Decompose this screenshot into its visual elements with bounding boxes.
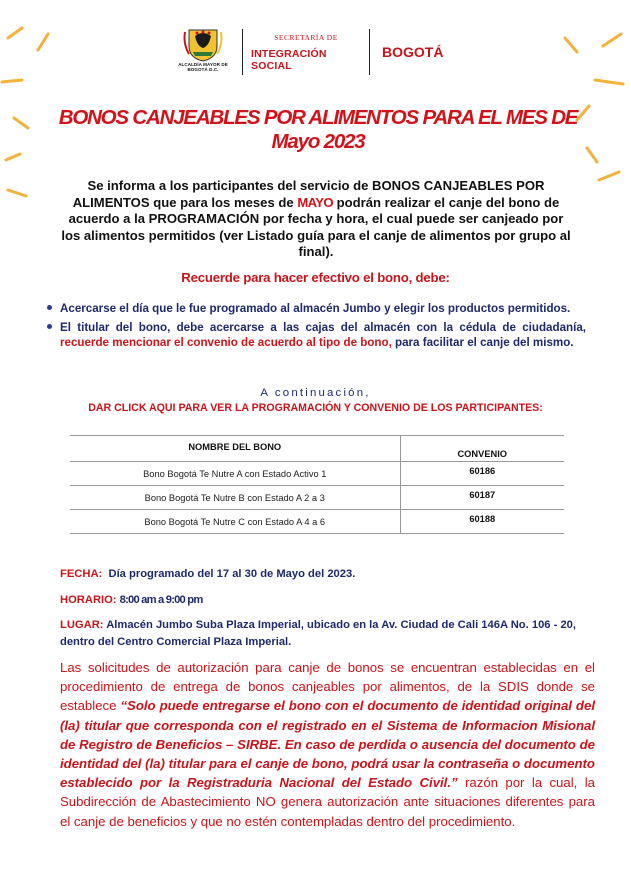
table-row [70,462,564,486]
horario-line [60,594,202,606]
intro-text-1: Se informa a los participantes del servicio de BONOS CANJEABLES POR ALIMENTOS que para los meses de [72,178,545,210]
bullet-text-1: Acercarse el día que le fue programado al almacén Jumbo y elegir los productos permitidos. [60,302,571,315]
bogota-wordmark: BOGOTÁ [382,44,444,60]
header-divider-2 [369,29,370,75]
cell-bono-name: Bono Bogotá Te Nutre C con Estado A 4 a 6 [70,510,400,534]
bullet-icon [47,305,52,310]
header-divider [242,29,243,75]
table-row [70,486,564,510]
requirements-list [44,301,586,355]
lugar-label: LUGAR: [60,619,104,631]
bogota-crest-icon [183,26,223,62]
table-header-row [70,436,564,462]
bullet-text-2b: para facilitar el canje del mismo. [391,336,574,350]
intro-text-2: podrán realizar el canje del bono de acuerdo a la PROGRAMACIÓN por fecha y hora, el cual puede ser canjeado por los alimentos permitidos (ver Listado guía para el canje de alimentos por grupo al final). [61,194,571,260]
secretaria-line2: INTEGRACIÓN SOCIAL [251,47,327,72]
policy-quote: “Solo puede entregarse el bono con el documento de identidad original del (la) titular que corresponda con el registrado en el Sistema de Informacion Misional de Registro de Beneficios – SIRBE. En caso de perdida o ausencia del documento de identidad del (la) titular para el canje de bono, podrá usar la contraseña o documento establecido por la Registraduria Nacional del Estado Civil.” [60,698,595,791]
sparkle-decoration-mid-left [0,150,60,210]
fecha-value: Día programado del 17 al 30 de Mayo del 2023. [108,568,356,580]
cell-convenio: 60188 [400,510,564,534]
secretaria-logo [251,33,361,72]
cell-convenio: 60186 [400,462,564,486]
programacion-link[interactable]: DAR CLICK AQUI PARA VER LA PROGRAMACIÓN Y CONVENIO DE LOS PARTICIPANTES: [88,402,543,414]
column-header-nombre: NOMBRE DEL BONO [70,436,400,462]
fecha-label: FECHA: [60,568,103,580]
secretaria-line1: SECRETARÍA DE [274,32,338,42]
table-row [70,510,564,534]
cell-convenio: 60187 [400,486,564,510]
list-item [44,301,586,316]
a-continuacion: A continuación, [260,387,371,399]
policy-text-2: razón por la cual, la Subdirección de Abastecimiento NO genera autorización ante situaciones diferentes para el canje de beneficios y que no estén contempladas dentro del procedimiento. [60,775,595,829]
intro-paragraph [58,178,574,261]
cell-bono-name: Bono Bogotá Te Nutre B con Estado A 2 a 3 [70,486,400,510]
lugar-line [60,617,590,651]
bullet-icon [47,324,52,329]
crest-caption: ALCALDÍA MAYOR DE BOGOTÁ D.C. [178,62,228,72]
header [172,26,443,78]
page-title: BONOS CANJEABLES POR ALIMENTOS PARA EL MES DE Mayo 2023 [58,106,578,153]
bullet-text-2a: El titular del bono, debe acercarse a las cajas del almacén con la cédula de ciudadanía, [60,321,586,335]
policy-text-1: Las solicitudes de autorización para canje de bonos se encuentran establecidas en el procedimiento de entrega de bonos canjeables por alimentos, de la SDIS donde se establece [60,660,595,714]
bullet-text-2-highlight: recuerde mencionar el convenio de acuerdo al tipo de bono, [60,336,392,350]
lugar-value: Almacén Jumbo Suba Plaza Imperial, ubicado en la Av. Ciudad de Cali 146A No. 106 - 20, dentro del Centro Comercial Plaza Imperial. [60,619,577,648]
convenio-table [70,435,564,534]
horario-label: HORARIO: [60,594,117,606]
column-header-convenio: CONVENIO [400,436,564,462]
list-item [44,320,586,350]
reminder-heading: Recuerde para hacer efectivo el bono, debe: [181,270,450,285]
policy-paragraph [60,658,595,831]
fecha-line [60,568,355,580]
alcaldia-crest [172,26,234,78]
horario-value: 8:00 am a 9:00 pm [119,594,203,606]
intro-month: MAYO [297,194,333,210]
cell-bono-name: Bono Bogotá Te Nutre A con Estado Activo 1 [70,462,400,486]
